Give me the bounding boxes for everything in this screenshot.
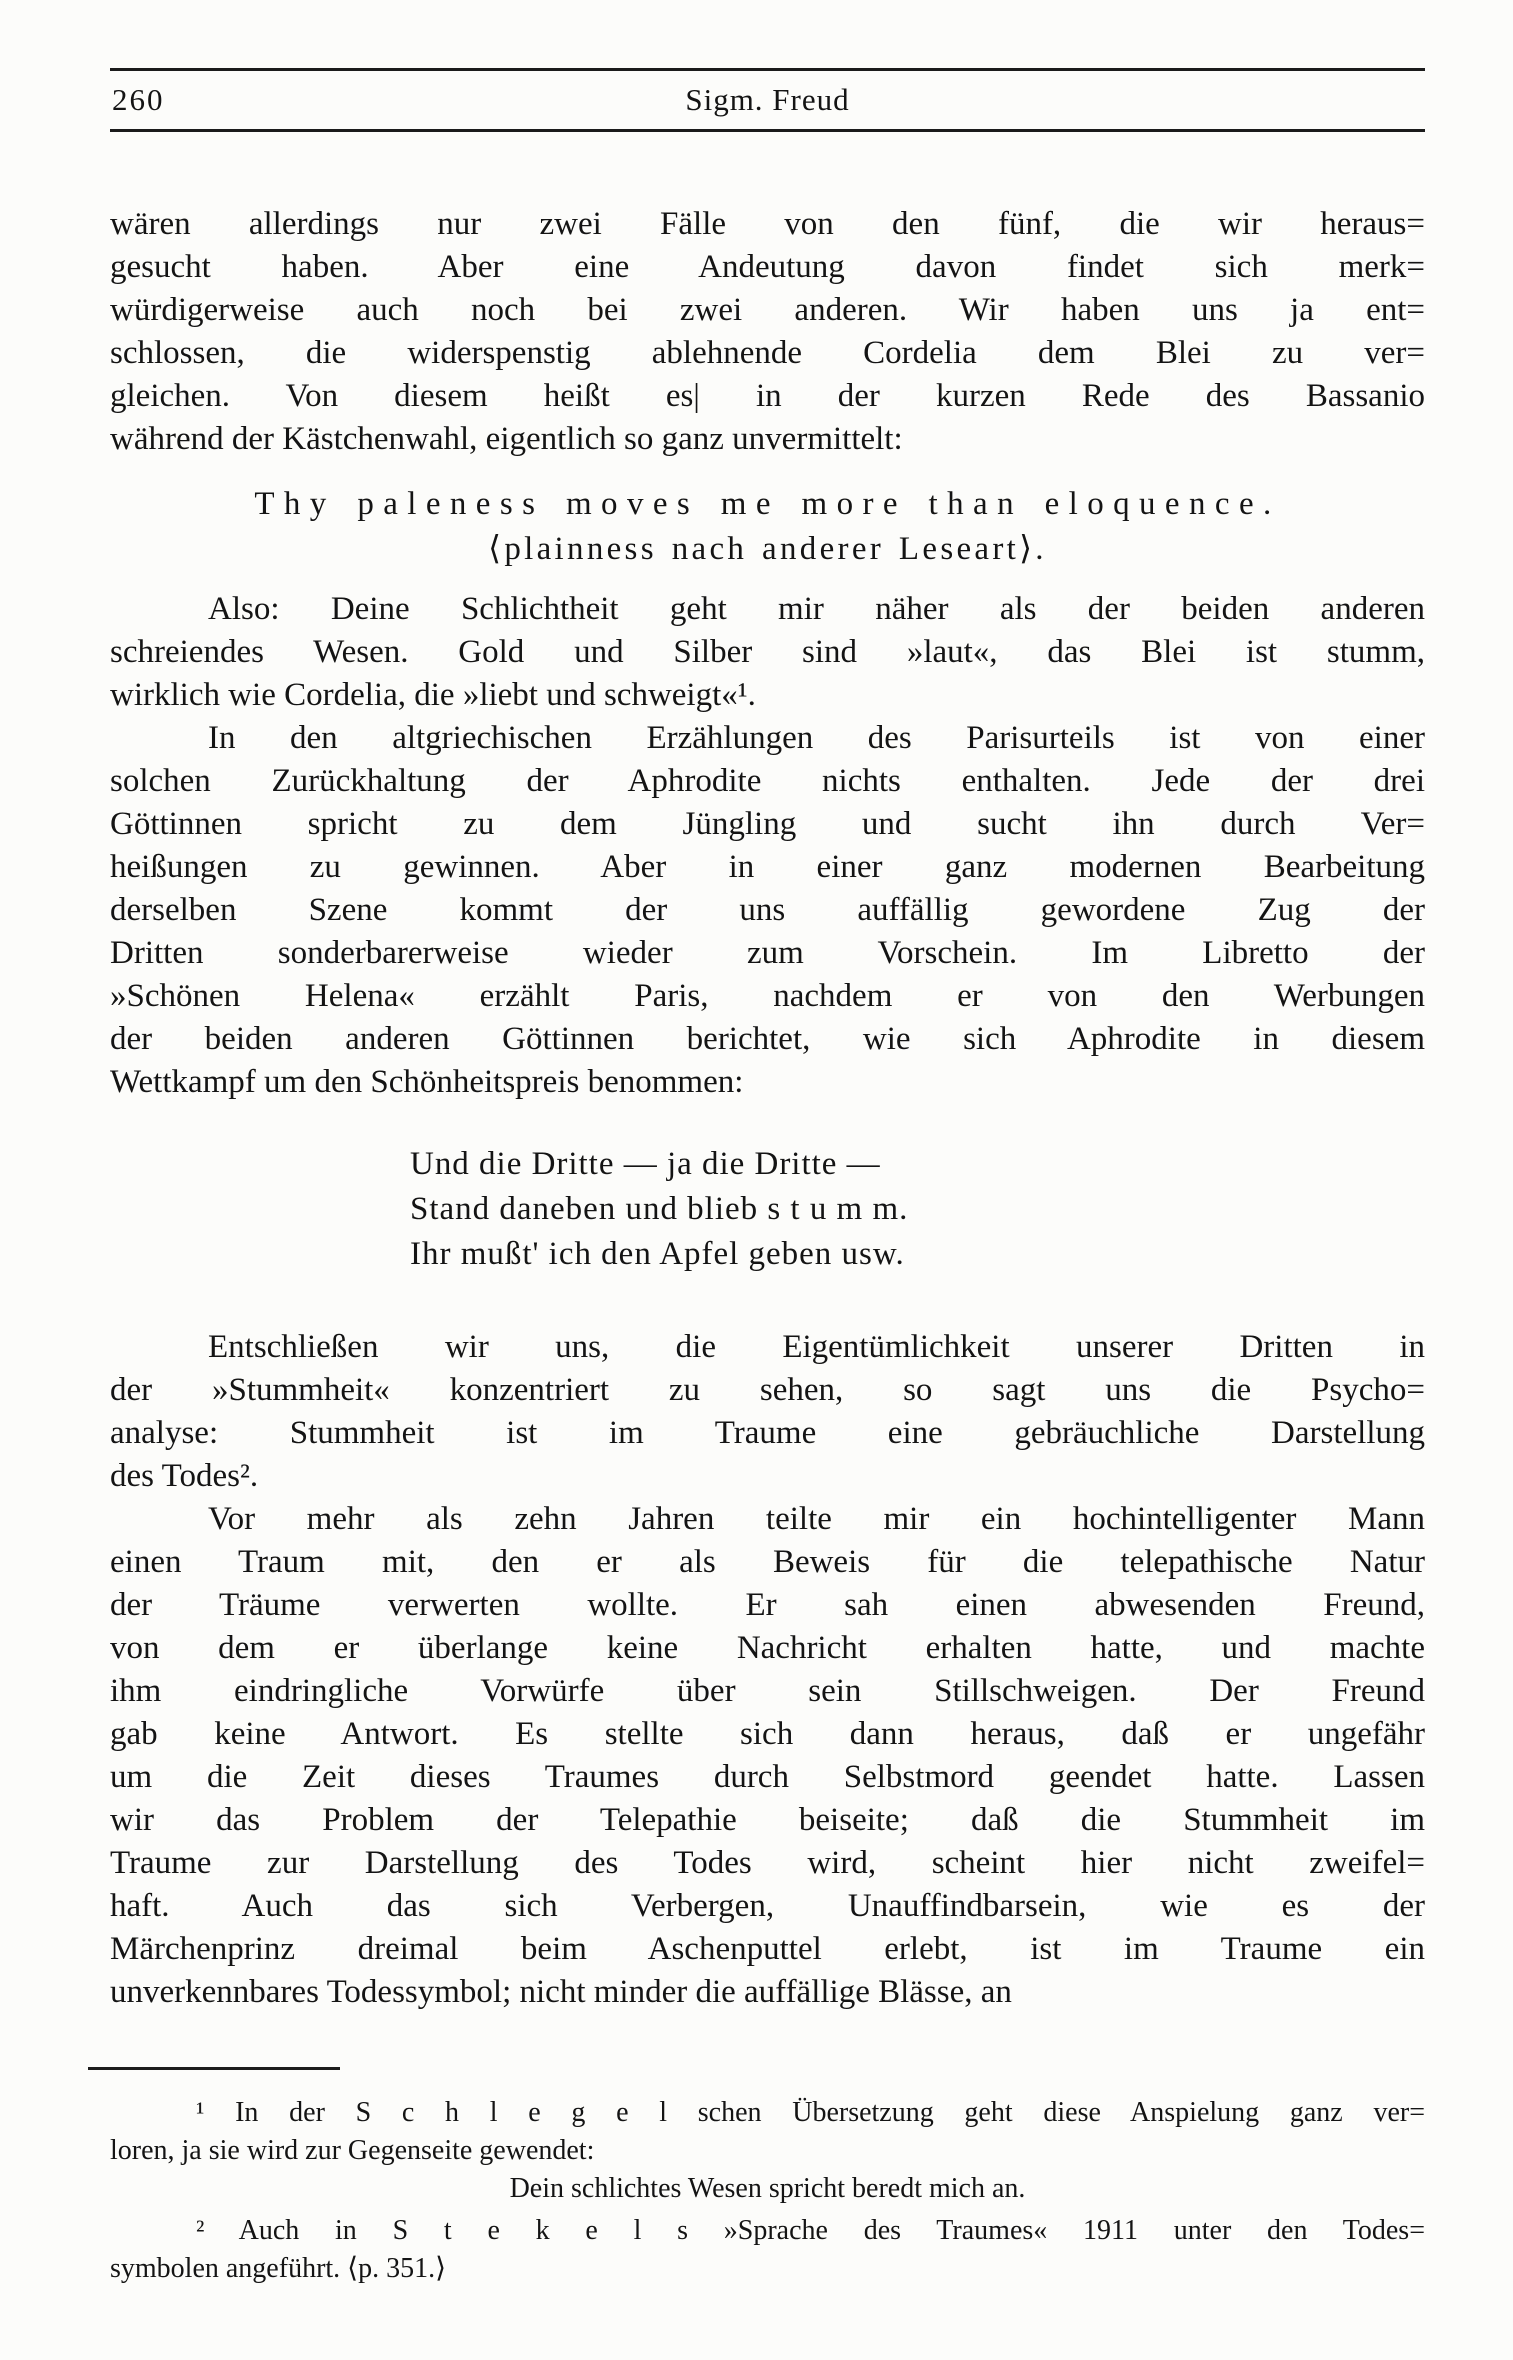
text-line: ² Auch in S t e k e l s »Sprache des Traumes« 1911 unter den Todes= xyxy=(196,2215,1425,2246)
text-line: ihm eindringliche Vorwürfe über sein Stillschweigen. Der Freund xyxy=(110,1673,1425,1709)
text-line: Vor mehr als zehn Jahren teilte mir ein hochintelligenter Mann xyxy=(208,1501,1425,1537)
text-line: schlossen, die widerspenstig ablehnende Cordelia dem Blei zu ver= xyxy=(110,335,1425,371)
body-text xyxy=(110,203,1425,2014)
text-line: loren, ja sie wird zur Gegenseite gewendet: xyxy=(110,2135,595,2166)
page-number: 260 xyxy=(112,82,165,117)
paragraph-1 xyxy=(110,203,1425,461)
text-line: wären allerdings nur zwei Fälle von den fünf, die wir heraus= xyxy=(110,206,1425,242)
text-line: derselben Szene kommt der uns auffällig gewordene Zug der xyxy=(110,892,1425,928)
paragraph-5 xyxy=(110,1498,1425,2014)
text-line: Ihr mußt' ich den Apfel geben usw. xyxy=(410,1236,905,1272)
footnote-1 xyxy=(110,2094,1425,2170)
page-header xyxy=(110,71,1425,129)
text-line: heißungen zu gewinnen. Aber in einer ganz modernen Bearbeitung xyxy=(110,849,1425,885)
text-line: solchen Zurückhaltung der Aphrodite nichts enthalten. Jede der drei xyxy=(110,763,1425,799)
text-line: würdigerweise auch noch bei zwei anderen. Wir haben uns ja ent= xyxy=(110,292,1425,328)
running-title: Sigm. Freud xyxy=(685,82,850,117)
text-line: wir das Problem der Telepathie beiseite; daß die Stummheit im xyxy=(110,1802,1425,1838)
text-line: Wettkampf um den Schönheitspreis benommen: xyxy=(110,1064,744,1100)
footnotes xyxy=(110,2094,1425,2288)
footnote-separator xyxy=(88,2067,340,2070)
text-line: Thy paleness moves me more than eloquence. xyxy=(254,486,1281,522)
text-line: In den altgriechischen Erzählungen des Parisurteils ist von einer xyxy=(208,720,1425,756)
text-line: »Schönen Helena« erzählt Paris, nachdem er von den Werbungen xyxy=(110,978,1425,1014)
blockquote-eloquence xyxy=(110,482,1425,572)
footnote-1-verse: Dein schlichtes Wesen spricht beredt mich an. xyxy=(509,2173,1026,2204)
text-line: der »Stummheit« konzentriert zu sehen, so sagt uns die Psycho= xyxy=(110,1372,1425,1408)
text-line: der Träume verwerten wollte. Er sah einen abwesenden Freund, xyxy=(110,1587,1425,1623)
text-line: analyse: Stummheit ist im Traume eine gebräuchliche Darstellung xyxy=(110,1415,1425,1451)
text-line: des Todes². xyxy=(110,1458,259,1494)
text-line: haft. Auch das sich Verbergen, Unauffindbarsein, wie es der xyxy=(110,1888,1425,1924)
text-line: gesucht haben. Aber eine Andeutung davon findet sich merk= xyxy=(110,249,1425,285)
text-line: während der Kästchenwahl, eigentlich so ganz unvermittelt: xyxy=(110,421,903,457)
text-line: einen Traum mit, den er als Beweis für die telepathische Natur xyxy=(110,1544,1425,1580)
text-line: gab keine Antwort. Es stellte sich dann heraus, daß er ungefähr xyxy=(110,1716,1425,1752)
text-line: der beiden anderen Göttinnen berichtet, wie sich Aphrodite in diesem xyxy=(110,1021,1425,1057)
text-line: Stand daneben und blieb s t u m m. xyxy=(410,1191,909,1227)
text-line: unverkennbares Todessymbol; nicht minder die auffällige Blässe, an xyxy=(110,1974,1012,2010)
text-line: um die Zeit dieses Traumes durch Selbstmord geendet hatte. Lassen xyxy=(110,1759,1425,1795)
text-line: von dem er überlange keine Nachricht erhalten hatte, und machte xyxy=(110,1630,1425,1666)
footnote-2 xyxy=(110,2212,1425,2288)
text-line: schreiendes Wesen. Gold und Silber sind »laut«, das Blei ist stumm, xyxy=(110,634,1425,670)
text-line: Entschließen wir uns, die Eigentümlichkeit unserer Dritten in xyxy=(208,1329,1425,1365)
paragraph-4 xyxy=(110,1326,1425,1498)
text-line: Und die Dritte — ja die Dritte — xyxy=(410,1146,881,1182)
text-line: Dritten sonderbarerweise wieder zum Vorschein. Im Libretto der xyxy=(110,935,1425,971)
blockquote-helena-verse xyxy=(110,1142,1425,1277)
text-line: Traume zur Darstellung des Todes wird, scheint hier nicht zweifel= xyxy=(110,1845,1425,1881)
text-line: Märchenprinz dreimal beim Aschenputtel erlebt, ist im Traume ein xyxy=(110,1931,1425,1967)
text-line: gleichen. Von diesem heißt es| in der kurzen Rede des Bassanio xyxy=(110,378,1425,414)
text-line: ¹ In der S c h l e g e l schen Übersetzung geht diese Anspielung ganz ver= xyxy=(196,2097,1425,2128)
text-column xyxy=(110,0,1425,2288)
text-line: ⟨plainness nach anderer Leseart⟩. xyxy=(488,531,1047,567)
text-line: wirklich wie Cordelia, die »liebt und schweigt«¹. xyxy=(110,677,756,713)
paragraph-3 xyxy=(110,717,1425,1104)
paragraph-2 xyxy=(110,588,1425,717)
text-line: symbolen angeführt. ⟨p. 351.⟩ xyxy=(110,2253,447,2284)
text-line: Göttinnen spricht zu dem Jüngling und sucht ihn durch Ver= xyxy=(110,806,1425,842)
header-rule-bottom xyxy=(110,129,1425,132)
text-line: Also: Deine Schlichtheit geht mir näher als der beiden anderen xyxy=(208,591,1425,627)
